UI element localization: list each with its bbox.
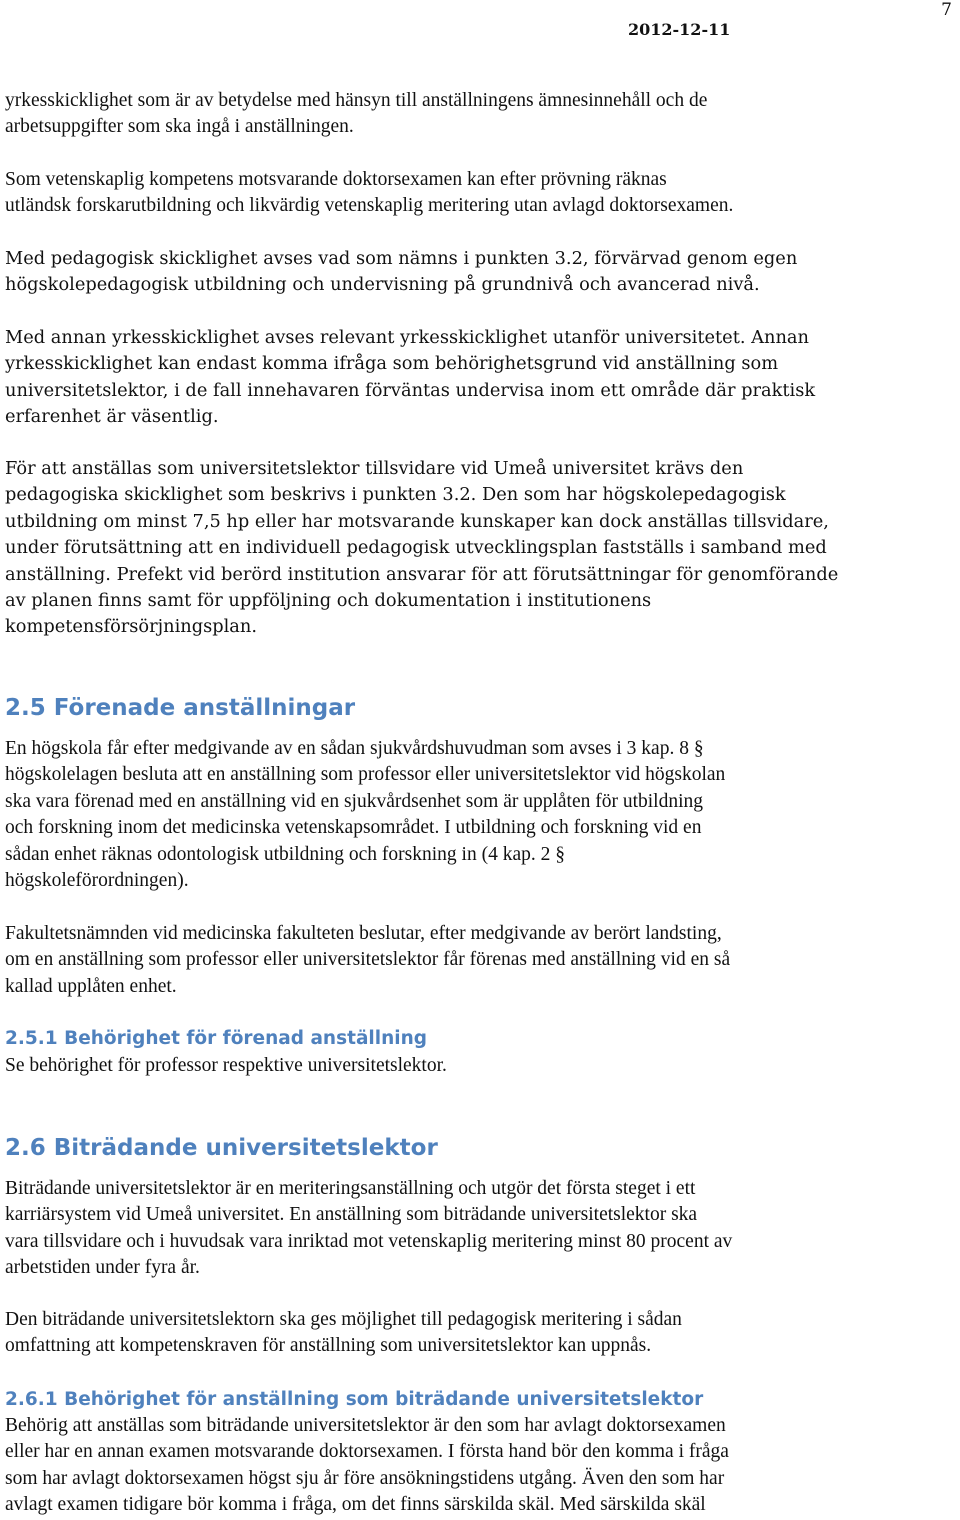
paragraph-forenad-anstallning: En högskola får efter medgivande av en sådan sjukvårdshuvudman som avses i 3 kap. 8 § högskolelagen besluta att en anställning som professor eller universitetslektor vid högskolan ska vara förenad med en anställning vid en sjukvårdsenhet som är upplåten för utbildning och forskning inom det medicinska vetenskapsområdet. I utbildning och forskning vid en sådan enhet räknas odontologisk utbildning och forskning in (4 kap. 2 § högskoleförordningen). xyxy=(5,738,726,892)
paragraph-se-behorighet: Se behörighet för professor respektive universitetslektor. xyxy=(5,1055,447,1076)
heading-2-6: 2.6 Biträdande universitetslektor xyxy=(5,1135,438,1161)
heading-2-5-1: 2.5.1 Behörighet för förenad anställning xyxy=(5,1028,428,1049)
heading-2-6-1: 2.6.1 Behörighet för anställning som biträdande universitetslektor xyxy=(5,1389,704,1410)
paragraph-yrkesskicklighet: yrkesskicklighet som är av betydelse med hänsyn till anställningens ämnesinnehåll och de arbetsuppgifter som ska ingå i anställningen. xyxy=(5,90,708,138)
paragraph-pedagogisk-meritering: Den biträdande universitetslektorn ska ges möjlighet till pedagogisk meritering i sådan omfattning att kompetenskraven för anställning som universitetslektor kan uppnås. xyxy=(5,1309,682,1357)
page-number: 7 xyxy=(941,0,952,20)
paragraph-universitetslektor-tillsvidare: För att anställas som universitetslektor tillsvidare vid Umeå universitet krävs den pedagogiska skicklighet som beskrivs i punkten 3.2. Den som har högskolepedagogisk utbildning om minst 7,5 hp eller har motsvarande kunskaper kan dock anställas tillsvidare, under förutsättning att en individuell pedagogisk utvecklingsplan fastställs i samband med anställning. Prefekt vid berörd institution ansvarar för att förutsättningar för genomförande av planen finns samt för uppföljning och dokumentation i institutionens kompetensförsörjningsplan. xyxy=(5,458,839,638)
heading-2-5: 2.5 Förenade anställningar xyxy=(5,695,356,721)
paragraph-vetenskaplig-kompetens: Som vetenskaplig kompetens motsvarande doktorsexamen kan efter prövning räknas utländsk forskarutbildning och likvärdig vetenskaplig meritering utan avlagd doktorsexamen. xyxy=(5,169,734,217)
paragraph-annan-yrkesskicklighet: Med annan yrkesskicklighet avses relevant yrkesskicklighet utanför universitetet. Annan yrkesskicklighet kan endast komma ifråga som behörighetsgrund vid anställning som universitetslektor, i de fall innehavaren förväntas undervisa inom ett område där praktisk erfarenhet är väsentlig. xyxy=(5,327,816,428)
document-date: 2012-12-11 xyxy=(628,20,731,39)
paragraph-fakultetsnamnden: Fakultetsnämnden vid medicinska fakulteten beslutar, efter medgivande av berört landsting, om en anställning som professor eller universitetslektor får förenas med anställning vid en så kallad upplåten enhet. xyxy=(5,923,731,997)
paragraph-behorig-bitradande: Behörig att anställas som biträdande universitetslektor är den som har avlagt doktorsexamen eller har en annan examen motsvarande doktorsexamen. I första hand bör den komma i fråga som har avlagt doktorsexamen högst sju år före ansökningstidens utgång. Även den som har avlagt examen tidigare bör komma i fråga, om det finns särskilda skäl. Med särskilda skäl xyxy=(5,1415,729,1516)
paragraph-pedagogisk-skicklighet: Med pedagogisk skicklighet avses vad som nämns i punkten 3.2, förvärvad genom egen högskolepedagogisk utbildning och undervisning på grundnivå och avancerad nivå. xyxy=(5,248,798,296)
paragraph-bitradande-lektor: Biträdande universitetslektor är en meriteringsanställning och utgör det första steget i ett karriärsystem vid Umeå universitet. En anställning som biträdande universitetslektor ska vara tillsvidare och i huvudsak vara inriktad mot vetenskaplig meritering minst 80 procent av arbetstiden under fyra år. xyxy=(5,1178,733,1279)
